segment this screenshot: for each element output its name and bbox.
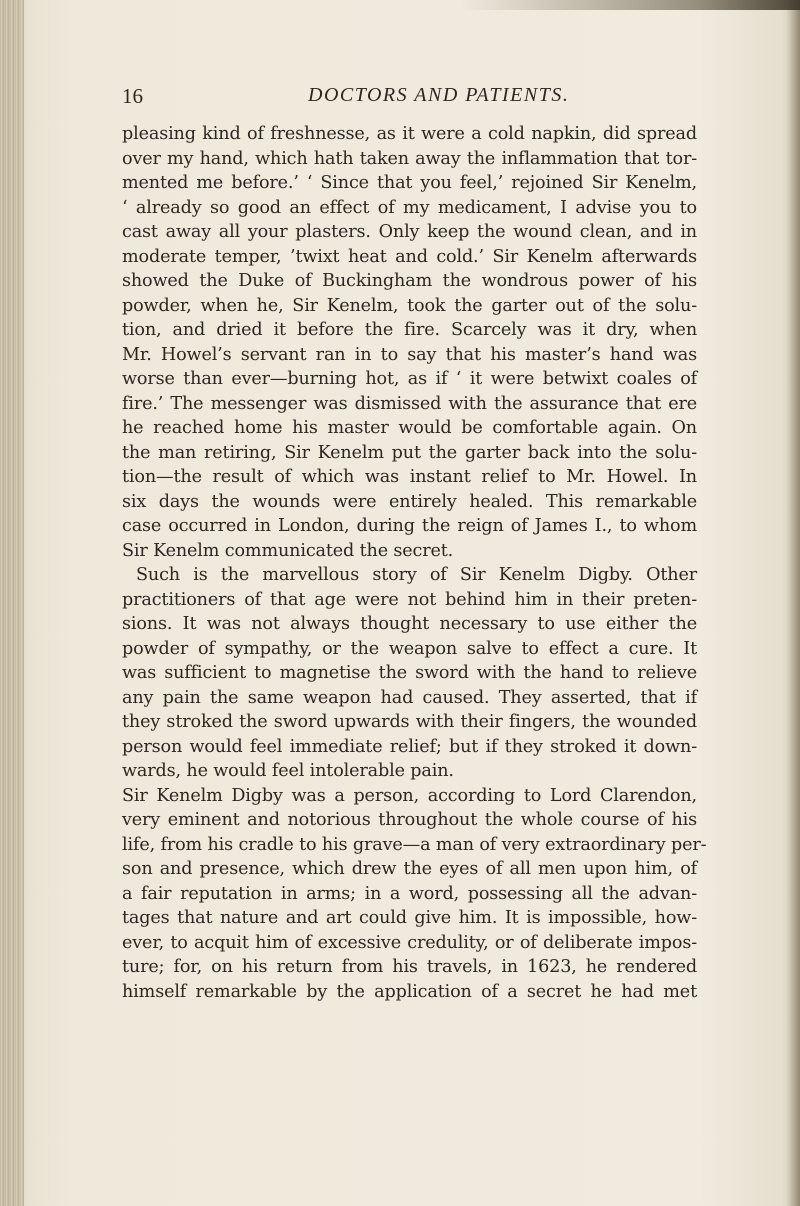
text-line: showed the Duke of Buckingham the wondrous power of his (122, 271, 697, 291)
text-line: tion—the result of which was instant relief to Mr. Howel. In (122, 467, 697, 487)
text-line: fire.’ The messenger was dismissed with the assurance that ere (122, 393, 697, 414)
text-line: was sufficient to magnetise the sword with the hand to relieve (122, 663, 697, 683)
text-line: mented me before.’ ‘ Since that you feel,’ rejoined Sir Kenelm, (122, 173, 697, 193)
text-line: himself remarkable by the application of a secret he had met (122, 981, 697, 1002)
text-line: powder, when he, Sir Kenelm, took the garter out of the solu- (122, 295, 697, 316)
text-line: life, from his cradle to his grave—a man of very extraordinary per- (122, 834, 707, 855)
text-line: person would feel immediate relief; but if they stroked it down- (122, 736, 697, 757)
text-line: wards, he would feel intolerable pain. (122, 761, 454, 781)
text-line: Sir Kenelm communicated the secret. (122, 540, 454, 561)
text-line: powder of sympathy, or the weapon salve to effect a cure. It (122, 638, 697, 659)
text-line: ever, to acquit him of excessive credulity, or of deliberate impos- (122, 932, 697, 953)
page-number: 16 (122, 84, 143, 108)
text-line: Mr. Howel’s servant ran in to say that his master’s hand was (122, 344, 697, 365)
text-line: worse than ever—burning hot, as if ‘ it were betwixt coales of (122, 369, 697, 389)
page-right-edge (786, 0, 800, 1206)
text-line: any pain the same weapon had caused. They asserted, that if (122, 687, 697, 708)
text-line: ‘ already so good an effect of my medicament, I advise you to (122, 197, 697, 218)
text-line: six days the wounds were entirely healed. This remarkable (122, 491, 697, 512)
running-head: DOCTORS AND PATIENTS. (308, 84, 570, 106)
text-line: very eminent and notorious throughout the whole course of his (122, 810, 697, 830)
text-line: pleasing kind of freshnesse, as it were a cold napkin, did spread (122, 124, 697, 144)
text-line: Such is the marvellous story of Sir Kenelm Digby. Other (136, 565, 697, 585)
page-top-edge (460, 0, 800, 10)
text-line: Sir Kenelm Digby was a person, according to Lord Clarendon, (122, 785, 697, 806)
text-line: they stroked the sword upwards with their fingers, the wounded (122, 712, 697, 732)
text-line: a fair reputation in arms; in a word, possessing all the advan- (122, 883, 697, 904)
page-header (122, 78, 682, 112)
text-line: sions. It was not always thought necessary to use either the (122, 614, 697, 634)
page-binding-edge (0, 0, 24, 1206)
text-line: over my hand, which hath taken away the inflammation that tor- (122, 148, 697, 169)
text-line: cast away all your plasters. Only keep the wound clean, and in (122, 222, 697, 242)
text-line: practitioners of that age were not behind him in their preten- (122, 589, 697, 610)
text-line: ture; for, on his return from his travels, in 1623, he rendered (122, 957, 697, 977)
body-text (122, 122, 707, 1004)
text-line: tages that nature and art could give him. It is impossible, how- (122, 908, 697, 928)
text-line: tion, and dried it before the fire. Scarcely was it dry, when (122, 320, 697, 340)
text-line: son and presence, which drew the eyes of all men upon him, of (122, 859, 697, 879)
text-line: moderate temper, ’twixt heat and cold.’ Sir Kenelm afterwards (122, 246, 697, 267)
text-line: the man retiring, Sir Kenelm put the garter back into the solu- (122, 442, 697, 463)
text-line: he reached home his master would be comfortable again. On (122, 418, 697, 438)
text-line: case occurred in London, during the reign of James I., to whom (122, 516, 697, 536)
